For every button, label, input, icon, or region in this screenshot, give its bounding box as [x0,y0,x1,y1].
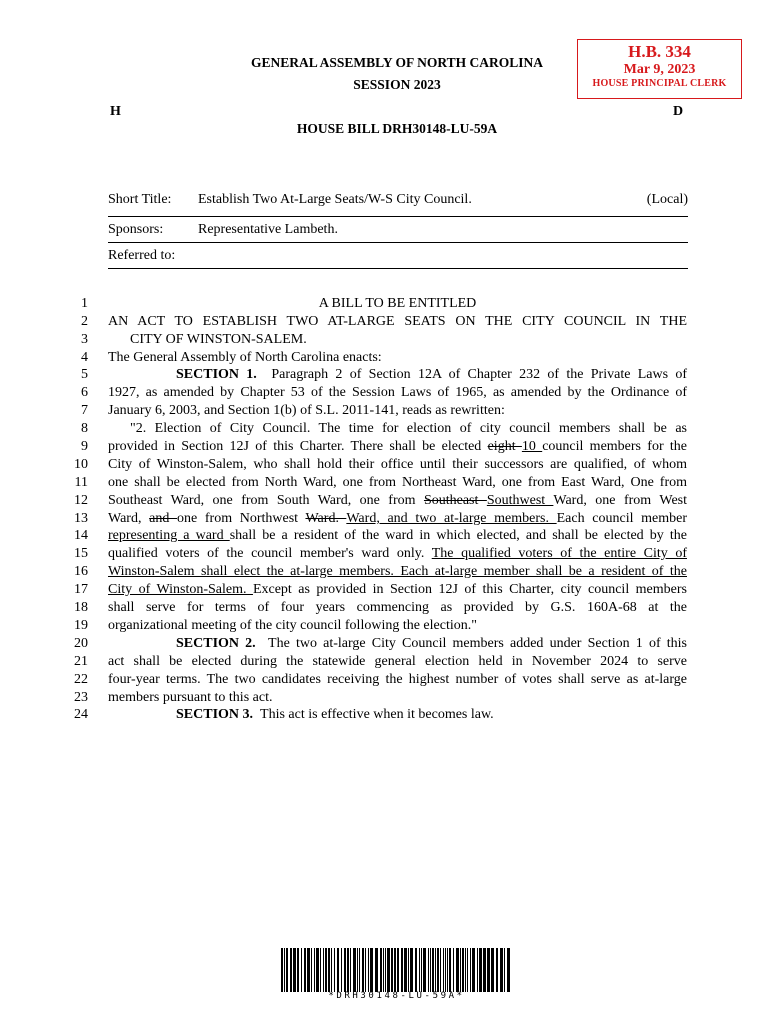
barcode-bar [449,948,451,992]
text-line: January 6, 2003, and Section 1(b) of S.L. 2011-141, reads as rewritten: [108,403,505,418]
barcode-bar [465,948,466,992]
barcode-bar [487,948,490,992]
text-run: provided in Section 12J of this Charter. There shall be elected [108,439,488,454]
line-number: 3 [81,332,88,347]
barcode-bar [496,948,498,992]
section-3-label: SECTION 3. [176,707,254,722]
line-number: 24 [74,707,88,722]
barcode-bar [472,948,475,992]
bill-id: HOUSE BILL DRH30148-LU-59A [296,121,498,136]
divider [108,216,688,217]
text-line [108,582,687,598]
barcode-bar [437,948,439,992]
barcode-bar [323,948,324,992]
barcode-bar [301,948,302,992]
text-line [108,546,687,562]
barcode-bar [387,948,390,992]
barcode-bar [284,948,285,992]
barcode-bar [391,948,393,992]
barcode-text: *DRH30148-LU-59A* [328,991,465,1001]
barcode-bar [443,948,444,992]
barcode-bar [453,948,454,992]
barcode-bar [297,948,299,992]
barcode-bar [419,948,420,992]
barcode-bar [504,948,505,992]
barcode-bar [479,948,482,992]
text-line [108,493,687,509]
line-number: 11 [74,475,88,490]
inserted-text: Winston-Salem shall elect the at-large members. Each at-large member shall be a resident of the [108,564,687,579]
barcode-bar [404,948,407,992]
deleted-text: and [149,511,177,526]
barcode-bar [401,948,403,992]
filing-stamp [577,39,742,99]
text-line [108,528,687,544]
barcode-bar [365,948,366,992]
line-number: 5 [81,367,88,382]
barcode-bar [293,948,296,992]
text-line: one shall be elected from North Ward, one from Northeast Ward, one from East Ward, One from [108,475,687,490]
section-1-line [108,367,687,383]
line-number: 22 [74,672,88,687]
barcode-bar [421,948,422,992]
line-number: 18 [74,600,88,615]
section-2-line [108,636,687,652]
barcode-bar [314,948,315,992]
barcode-bar [328,948,330,992]
line-number: 8 [81,421,88,436]
text-run: Southeast Ward, one from South Ward, one from [108,493,424,508]
barcode-bar [397,948,399,992]
text-run: council members for the [542,439,688,454]
barcode-bar [410,948,413,992]
enacting-clause: The General Assembly of North Carolina enacts: [108,350,382,365]
text-line: four-year terms. The two candidates receiving the highest number of votes shall serve as at-large [108,672,687,687]
session-title: SESSION 2023 [353,77,441,92]
line-number: 4 [81,350,88,365]
barcode-bar [430,948,431,992]
barcode-bar [334,948,335,992]
text-line: City of Winston-Salem, who shall hold their office until their successors are qualified, of whom [108,457,687,472]
barcode-bar [281,948,283,992]
text-run: Each council member [556,511,687,526]
barcode-bar [491,948,494,992]
text-run: The two at-large City Council members added under Section 1 of this [268,636,687,651]
sponsors-label: Sponsors: [108,222,164,237]
barcode-bar [368,948,369,992]
barcode-bar [337,948,339,992]
barcode-bar [408,948,409,992]
barcode-bar [467,948,468,992]
line-number: 20 [74,636,88,651]
barcode-bar [290,948,292,992]
barcode-bar [428,948,429,992]
deleted-text: eight [487,439,522,454]
line-number: 14 [74,528,88,543]
text-line [108,564,687,580]
barcode [281,948,512,992]
chamber-right: D [673,104,684,119]
inserted-text: Ward, and two at-large members. [346,511,557,526]
line-number: 12 [74,493,88,508]
act-title-line: CITY OF WINSTON-SALEM. [130,332,307,347]
barcode-bar [357,948,358,992]
barcode-bar [460,948,461,992]
line-number: 9 [81,439,88,454]
text-line: "2. Election of City Council. The time for election of city council members shall be as [130,421,687,436]
inserted-text: The qualified voters of the entire City of [431,546,687,561]
text-line [108,511,687,527]
text-line: members pursuant to this act. [108,690,273,705]
line-number: 10 [74,457,88,472]
text-line: act shall be elected during the statewide general election held in November 2024 to serve [108,654,687,669]
barcode-bar [462,948,464,992]
inserted-text: City of Winston-Salem. [108,582,253,597]
barcode-bar [477,948,478,992]
barcode-bar [347,948,349,992]
text-line [108,439,687,455]
text-line: organizational meeting of the city council following the election." [108,618,477,633]
text-line: shall serve for terms of four years commencing as provided by G.S. 160A-68 at the [108,600,687,615]
line-number: 17 [74,582,88,597]
deleted-text: Southeast [423,493,487,508]
barcode-bar [470,948,471,992]
barcode-bar [375,948,378,992]
barcode-bar [353,948,356,992]
text-run: Paragraph 2 of Section 12A of Chapter 232 of the Private Laws of [271,367,687,382]
barcode-bar [286,948,288,992]
act-title-line: AN ACT TO ESTABLISH TWO AT-LARGE SEATS ON THE CITY COUNCIL IN THE [108,314,687,329]
section-1-label: SECTION 1. [176,367,257,382]
line-number: 7 [81,403,88,418]
section-2-label: SECTION 2. [176,636,256,651]
barcode-bar [447,948,448,992]
line-number: 16 [74,564,88,579]
inserted-text: Southwest [486,493,554,508]
divider [108,268,688,269]
inserted-text: representing a ward [108,528,230,543]
barcode-bar [307,948,310,992]
barcode-bar [341,948,342,992]
barcode-bar [344,948,346,992]
barcode-bar [304,948,306,992]
chamber-left: H [110,104,121,119]
sponsors: Representative Lambeth. [198,222,338,237]
short-title: Establish Two At-Large Seats/W-S City Council. [198,192,472,207]
line-number: 2 [81,314,88,329]
line-number: 21 [74,654,88,669]
barcode-bar [383,948,384,992]
barcode-bar [507,948,510,992]
barcode-bar [435,948,436,992]
text-run: one from Northwest [177,511,306,526]
barcode-bar [385,948,386,992]
deleted-text: Ward. [305,511,347,526]
barcode-bar [380,948,382,992]
bill-heading: A BILL TO BE ENTITLED [318,296,477,311]
line-number: 13 [74,511,88,526]
assembly-title: GENERAL ASSEMBLY OF NORTH CAROLINA [250,55,544,70]
local-tag: (Local) [646,192,688,207]
text-run: Ward, one from West [553,493,687,508]
referred-label: Referred to: [108,248,176,263]
barcode-bar [316,948,319,992]
text-run: shall be a resident of the ward in which elected, and shall be elected by the [229,528,687,543]
barcode-bar [500,948,503,992]
section-3-line [108,707,687,723]
barcode-bar [415,948,417,992]
text-run: This act is effective when it becomes law. [260,707,494,722]
stamp-bill-number: H.B. 334 [628,42,691,61]
line-number: 23 [74,690,88,705]
barcode-bar [359,948,360,992]
barcode-bar [320,948,321,992]
barcode-bar [456,948,459,992]
divider [108,242,688,243]
barcode-bar [483,948,486,992]
barcode-bar [331,948,332,992]
line-number: 1 [81,296,88,311]
barcode-bar [311,948,312,992]
barcode-bar [432,948,434,992]
line-number: 6 [81,385,88,400]
barcode-bar [362,948,364,992]
barcode-bar [445,948,446,992]
short-title-label: Short Title: [108,192,172,207]
text-line: 1927, as amended by Chapter 53 of the Session Laws of 1965, as amended by the Ordinance of [108,385,687,400]
text-run: qualified voters of the council member's ward only. [108,546,432,561]
text-run: Ward, [108,511,150,526]
barcode-bar [325,948,327,992]
stamp-date: Mar 9, 2023 [623,62,696,77]
inserted-text: 10 [521,439,543,454]
barcode-bar [370,948,373,992]
text-run: Except as provided in Section 12J of this Charter, city council members [252,582,687,597]
barcode-bar [350,948,351,992]
stamp-clerk: HOUSE PRINCIPAL CLERK [592,78,727,89]
line-number: 19 [74,618,88,633]
barcode-bar [423,948,426,992]
barcode-bar [440,948,441,992]
line-number: 15 [74,546,88,561]
barcode-bar [394,948,396,992]
